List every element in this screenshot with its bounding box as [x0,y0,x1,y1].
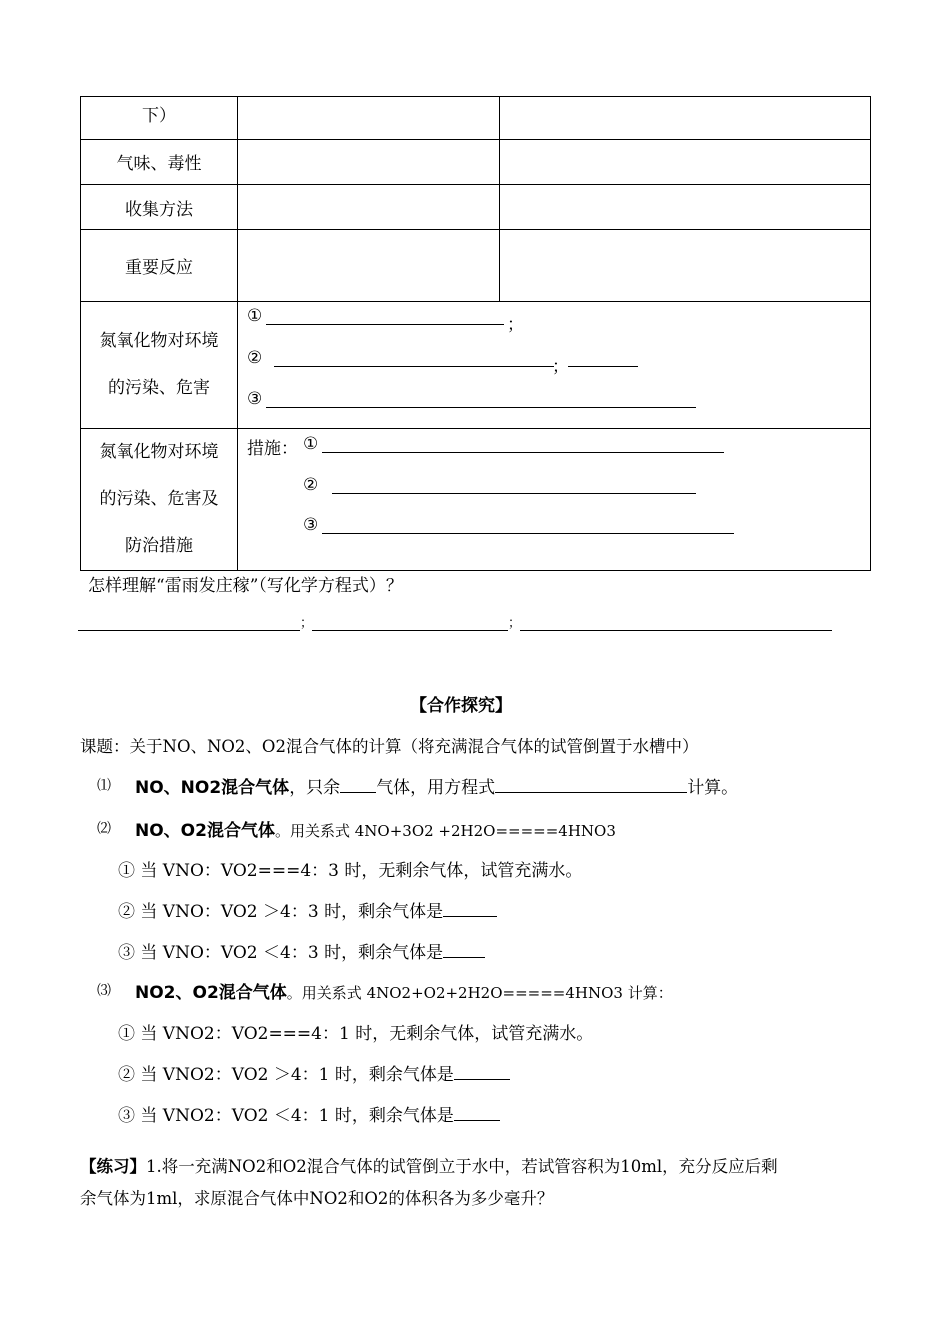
fill-blank-line[interactable] [266,324,504,325]
property-table [80,96,871,571]
fill-blank-line[interactable] [312,630,508,631]
case-line [118,938,485,963]
case-line [118,897,497,922]
measures-label [81,429,238,571]
case-text: ③ 当 VNO2：VO2 ＜4：1 时，剩余气体是 [118,1106,454,1126]
case-line [118,1101,500,1126]
fill-blank[interactable] [340,773,376,793]
pollution-label [81,302,238,429]
table-row [81,230,871,302]
row-label: 收集方法 [81,185,238,230]
exercise-text: 1.将一充满NO2和O2混合气体的试管倒立于水中，若试管容积为10ml，充分反应后剩 [146,1157,778,1176]
part-heading: NO、O2混合气体 [135,821,275,841]
measures-cell [238,429,871,571]
part-number: ⑵ [97,821,111,837]
part-heading: NO、NO2混合气体 [135,778,290,798]
case-line: ① 当 VNO2：VO2===4：1 时，无剩余气体，试管充满水。 [118,1024,594,1044]
label-line: 防治措施 [125,536,193,556]
section-title: 【合作探究】 [410,696,512,716]
part-text: 。用关系式 4NO2+O2+2H2O=====4HNO3 计算： [286,984,673,1002]
exercise-line-2: 余气体为1ml，求原混合气体中NO2和O2的体积各为多少毫升？ [80,1189,554,1208]
case-line: ① 当 VNO：VO2===4：3 时，无剩余气体，试管充满水。 [118,861,583,881]
fill-blank[interactable] [443,938,485,958]
case-text: ③ 当 VNO：VO2 ＜4：3 时，剩余气体是 [118,943,444,963]
separator: ； [552,357,569,377]
blank-cell [238,230,500,302]
fill-blank[interactable] [454,1060,510,1080]
fill-blank[interactable] [454,1101,500,1121]
table-row [81,97,871,140]
fill-blank[interactable] [443,897,497,917]
circle-3: ③ [247,389,263,409]
label-line: 的污染、危害及 [99,489,219,509]
blank-cell [238,140,500,185]
table-row [81,185,871,230]
part-text: 气体，用方程式 [376,778,496,798]
label-line: 氮氧化物对环境 [99,331,219,351]
row-label: 下） [81,97,238,140]
exercise-label: 【练习】 [80,1157,146,1176]
circle-3: ③ [303,515,319,535]
circle-1: ① [303,434,319,454]
fill-blank-line[interactable] [520,630,832,631]
fill-blank-line[interactable] [322,452,724,453]
separator: ； [507,315,524,335]
part1-line [135,773,738,798]
separator: ； [300,616,314,631]
blank-cell [500,230,871,302]
fill-blank-line[interactable] [274,366,554,367]
fill-blank-line[interactable] [322,533,734,534]
case-text: ② 当 VNO2：VO2 ＞4：1 时，剩余气体是 [118,1065,454,1085]
fill-blank[interactable] [495,773,687,793]
pollution-cell [238,302,871,429]
part-text: 。用关系式 4NO+3O2 +2H2O=====4HNO3 [274,822,616,840]
exercise-line-1 [80,1153,778,1177]
circle-2: ② [303,475,319,495]
table-row [81,429,871,571]
blank-cell [238,97,500,140]
row-label: 重要反应 [81,230,238,302]
case-text: ② 当 VNO：VO2 ＞4：3 时，剩余气体是 [118,902,444,922]
fill-blank-line[interactable] [332,493,696,494]
circle-2: ② [247,348,263,368]
row-label: 气味、毒性 [81,140,238,185]
case-line [118,1060,510,1085]
fill-blank-line[interactable] [568,366,638,367]
part2-line [135,816,616,841]
measures-prefix: 措施： [247,439,298,459]
part-number: ⑶ [97,983,111,999]
blank-cell [500,97,871,140]
part-number: ⑴ [97,778,111,794]
blank-cell [500,140,871,185]
label-line: 氮氧化物对环境 [99,442,219,462]
table-row [81,302,871,429]
blank-cell [238,185,500,230]
part-heading: NO2、O2混合气体 [135,983,287,1003]
separator: ； [508,616,522,631]
part3-line [135,978,673,1003]
label-line: 的污染、危害 [108,378,210,398]
table-row [81,140,871,185]
part-text: ，只余 [289,778,341,798]
topic-text: 课题：关于NO、NO2、O2混合气体的计算（将充满混合气体的试管倒置于水槽中） [80,737,699,756]
blank-cell [500,185,871,230]
circle-1: ① [247,306,263,326]
question-text: 怎样理解“雷雨发庄稼”（写化学方程式）？ [88,576,403,596]
part-text: 计算。 [687,778,739,798]
fill-blank-line[interactable] [78,630,300,631]
fill-blank-line[interactable] [266,407,696,408]
